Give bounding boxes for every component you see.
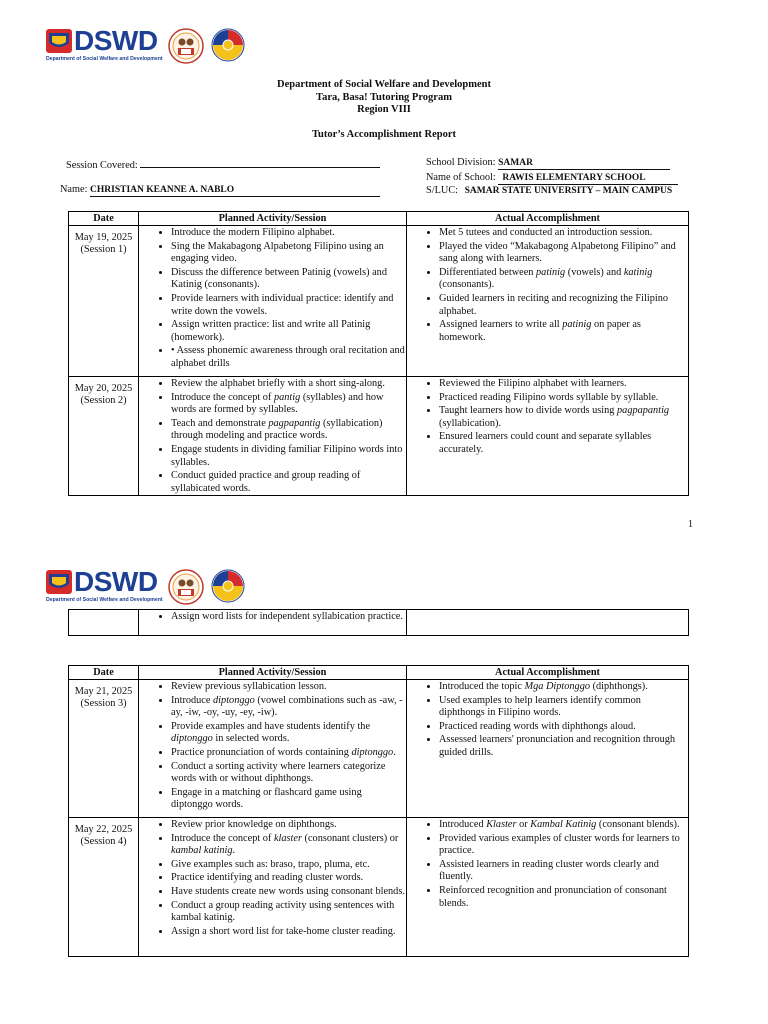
- actual-accomplishments: [407, 610, 689, 636]
- list-item: • Assessed learners' pronunciation and recognition through guided drills.: [439, 733, 688, 759]
- dswd-emblem-icon: [46, 29, 72, 53]
- org-title: Department of Social Welfare and Development: [277, 79, 491, 90]
- list-item: • Introduce the modern Filipino alphabet.: [171, 226, 406, 240]
- dswd-emblem-icon: [46, 570, 72, 594]
- list-item: • Introduce diptonggo (vowel combinations such as -aw, -ay, -iw, -oy, -uy, -ey, -iw).: [171, 694, 406, 720]
- list-item: • Assign a short word list for take-home cluster reading.: [171, 925, 406, 939]
- list-item: • Engage students in dividing familiar Filipino words into syllables.: [171, 443, 406, 469]
- name-label: Name:: [60, 184, 88, 195]
- dswd-wordmark: DSWD: [74, 566, 158, 597]
- list-item: • Teach and demonstrate pagpapantig (syllabication) through modeling and practice words.: [171, 417, 406, 443]
- list-item: • Discuss the difference between Patinig (vowels) and Katinig (consonants).: [171, 266, 406, 292]
- bagong-pilipinas-logo-icon: [206, 567, 250, 609]
- actual-accomplishments: [407, 226, 689, 377]
- list-item: • Provide learners with individual practice: identify and write down the vowels.: [171, 292, 406, 318]
- page-number: 1: [688, 519, 693, 530]
- planned-activities: [139, 610, 407, 636]
- list-item: • Assign written practice: list and write all Patinig (homework).: [171, 318, 406, 344]
- list-item: • Engage in a matching or flashcard game using diptonggo words.: [171, 786, 406, 812]
- header-actual: Actual Accomplishment: [407, 666, 689, 680]
- list-item: • Practice identifying and reading cluster words.: [171, 871, 406, 885]
- school-name-value: RAWIS ELEMENTARY SCHOOL: [498, 173, 678, 185]
- header-actual: Actual Accomplishment: [407, 212, 689, 226]
- header-date: Date: [69, 666, 139, 680]
- planned-activities: [139, 226, 407, 377]
- list-item: • Conduct a sorting activity where learners categorize words with or without diphthongs.: [171, 760, 406, 786]
- planned-activities: [139, 680, 407, 818]
- dswd-subtitle: Department of Social Welfare and Development: [46, 56, 163, 62]
- name-value: CHRISTIAN KEANNE A. NABLO: [90, 185, 380, 197]
- list-item: • Review the alphabet briefly with a short sing-along.: [171, 377, 406, 391]
- list-item: • Provided various examples of cluster words for learners to practice.: [439, 832, 688, 858]
- header-logos: [46, 26, 266, 68]
- list-item: • Conduct guided practice and group reading of syllabicated words.: [171, 469, 406, 495]
- list-item: • Have students create new words using consonant blends.: [171, 885, 406, 899]
- list-item: • Practiced reading words with diphthongs aloud.: [439, 720, 688, 734]
- table-row: [69, 610, 689, 636]
- dswd-logo: [46, 26, 158, 56]
- list-item: • Introduce the concept of klaster (consonant clusters) or kambal katinig.: [171, 832, 406, 858]
- actual-accomplishments: [407, 680, 689, 818]
- list-item: • Give examples such as: braso, trapo, pluma, etc.: [171, 858, 406, 872]
- session-date: May 19, 2025 (Session 1): [69, 226, 139, 377]
- tara-basa-seal-icon: [168, 569, 204, 605]
- session-date: May 22, 2025 (Session 4): [69, 818, 139, 957]
- sluc-field: [426, 185, 672, 197]
- school-name-field: [426, 172, 678, 185]
- region-title: Region VIII: [357, 104, 411, 115]
- name-field: [60, 184, 380, 197]
- planned-activities: [139, 377, 407, 496]
- table-row: [69, 377, 689, 496]
- list-item: • Introduce the concept of pantig (syllables) and how words are formed by syllables.: [171, 391, 406, 417]
- list-item: • Met 5 tutees and conducted an introduction session.: [439, 226, 688, 240]
- list-item: • Differentiated between patinig (vowels) and katinig (consonants).: [439, 266, 688, 292]
- list-item: • Played the video “Makabagong Alpabetong Filipino” and sang along with learners.: [439, 240, 688, 266]
- session-date: May 20, 2025 (Session 2): [69, 377, 139, 496]
- list-item: • Practiced reading Filipino words syllable by syllable.: [439, 391, 688, 405]
- continuation-table: [68, 609, 689, 636]
- header-planned: Planned Activity/Session: [139, 666, 407, 680]
- list-item: • Guided learners in reciting and recognizing the Filipino alphabet.: [439, 292, 688, 318]
- sluc-label: S/LUC:: [426, 185, 459, 196]
- list-item: • Review prior knowledge on diphthongs.: [171, 818, 406, 832]
- session-date: [69, 610, 139, 636]
- school-name-label: Name of School:: [426, 172, 496, 183]
- school-division-value: SAMAR: [498, 158, 670, 170]
- table-row: [69, 818, 689, 957]
- table-row: [69, 226, 689, 377]
- list-item: • Provide examples and have students identify the diptonggo in selected words.: [171, 720, 406, 746]
- header-planned: Planned Activity/Session: [139, 212, 407, 226]
- header-logos: [46, 567, 266, 609]
- tara-basa-seal-icon: [168, 28, 204, 64]
- dswd-logo: [46, 567, 158, 597]
- list-item: • Assisted learners in reading cluster words clearly and fluently.: [439, 858, 688, 884]
- program-title: Tara, Basa! Tutoring Program: [316, 92, 452, 103]
- sluc-value: SAMAR STATE UNIVERSITY – MAIN CAMPUS: [464, 186, 673, 196]
- dswd-wordmark: DSWD: [74, 25, 158, 56]
- session-covered-field: [66, 157, 380, 172]
- session-date: May 21, 2025 (Session 3): [69, 680, 139, 818]
- list-item: • Practice pronunciation of words containing diptonggo.: [171, 746, 406, 760]
- list-item: • Introduced Klaster or Kambal Katinig (consonant blends).: [439, 818, 688, 832]
- report-title: Tutor’s Accomplishment Report: [311, 129, 457, 140]
- school-division-label: School Division:: [426, 157, 496, 168]
- table-header-row: [69, 212, 689, 226]
- bagong-pilipinas-logo-icon: [206, 26, 250, 68]
- list-item: • Assign word lists for independent syllabication practice.: [171, 610, 406, 624]
- header-date: Date: [69, 212, 139, 226]
- list-item: • Sing the Makabagong Alpabetong Filipino using an engaging video.: [171, 240, 406, 266]
- list-item: • Reinforced recognition and pronunciation of consonant blends.: [439, 884, 688, 910]
- list-item: • Assigned learners to write all patinig on paper as homework.: [439, 318, 688, 344]
- list-item: • Review previous syllabication lesson.: [171, 680, 406, 694]
- list-item: • Used examples to help learners identify common diphthongs in Filipino words.: [439, 694, 688, 720]
- list-item: • Ensured learners could count and separate syllables accurately.: [439, 430, 688, 456]
- planned-activities: [139, 818, 407, 957]
- list-item: • Reviewed the Filipino alphabet with learners.: [439, 377, 688, 391]
- dswd-subtitle: Department of Social Welfare and Development: [46, 597, 163, 603]
- table-header-row: [69, 666, 689, 680]
- actual-accomplishments: [407, 818, 689, 957]
- session-covered-label: Session Covered:: [66, 160, 138, 171]
- accomplishment-table-1: [68, 211, 689, 496]
- table-row: [69, 680, 689, 818]
- list-item: • Conduct a group reading activity using sentences with kambal katinig.: [171, 899, 406, 925]
- session-covered-value: [140, 157, 380, 168]
- list-item: • • Assess phonemic awareness through oral recitation and alphabet drills: [171, 344, 406, 370]
- school-division-field: [426, 157, 670, 170]
- list-item: • Taught learners how to divide words using pagpapantig (syllabication).: [439, 404, 688, 430]
- list-item: • Introduced the topic Mga Diptonggo (diphthongs).: [439, 680, 688, 694]
- accomplishment-table-2: [68, 665, 689, 957]
- actual-accomplishments: [407, 377, 689, 496]
